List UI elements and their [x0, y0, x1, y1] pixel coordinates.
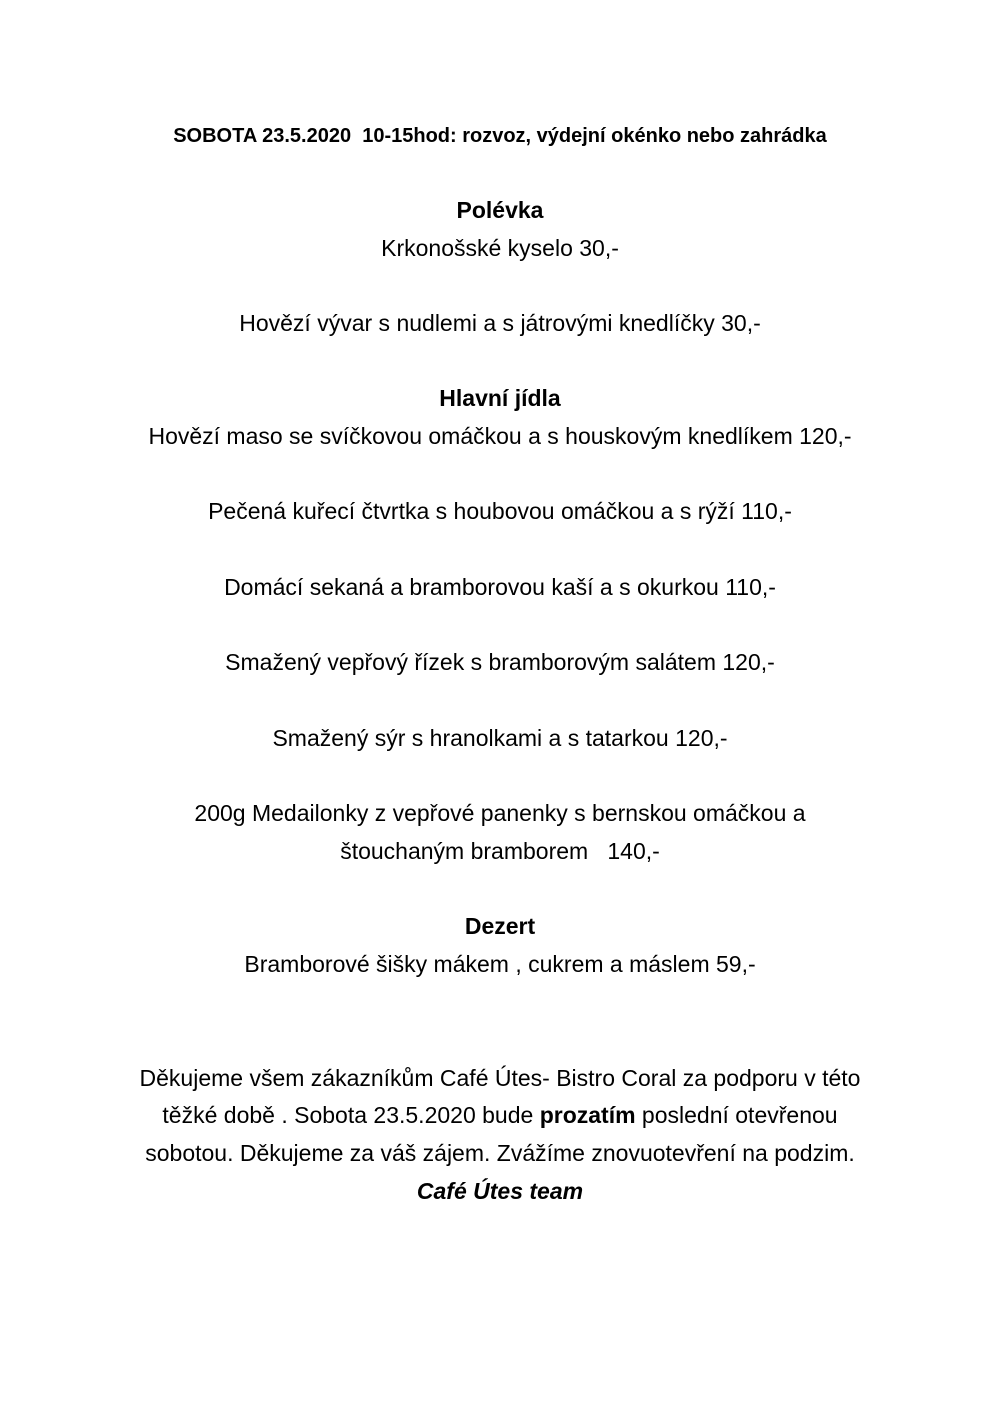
main-dish-item-line2: štouchaným bramborem 140,-: [340, 838, 660, 864]
soup-section-title: Polévka: [456, 197, 544, 223]
closing-text: poslední otevřenou: [635, 1102, 838, 1128]
dessert-section-title: Dezert: [464, 913, 536, 939]
main-dish-item-line1: 200g Medailonky z vepřové panenky s bernskou omáčkou a: [194, 800, 806, 826]
mains-section-title: Hlavní jídla: [439, 385, 561, 411]
main-dish-item: Domácí sekaná a bramborovou kaší a s okurkou 110,-: [224, 574, 776, 600]
soup-item: Krkonošské kyselo 30,-: [381, 235, 619, 261]
main-dish-item: Pečená kuřecí čtvrtka s houbovou omáčkou a s rýží 110,-: [208, 498, 792, 524]
main-dish-item: Smažený vepřový řízek s bramborovým salátem 120,-: [225, 649, 775, 675]
dessert-item: Bramborové šišky mákem , cukrem a máslem 59,-: [244, 951, 756, 977]
closing-message-line3: sobotou. Děkujeme za váš zájem. Zvážíme znovuotevření na podzim.: [145, 1140, 855, 1166]
main-dish-item: Smažený sýr s hranolkami a s tatarkou 120,-: [272, 725, 728, 751]
menu-header: SOBOTA 23.5.2020 10-15hod: rozvoz, výdejní okénko nebo zahrádka: [173, 125, 827, 147]
soup-item: Hovězí vývar s nudlemi a s játrovými knedlíčky 30,-: [239, 310, 761, 336]
closing-emphasis: prozatím: [539, 1102, 636, 1128]
closing-message-line1: Děkujeme všem zákazníkům Café Útes- Bistro Coral za podporu v této: [139, 1065, 861, 1091]
signature: Café Útes team: [416, 1178, 584, 1204]
closing-text: těžké době . Sobota 23.5.2020 bude: [162, 1102, 540, 1128]
main-dish-item: Hovězí maso se svíčkovou omáčkou a s houskovým knedlíkem 120,-: [148, 423, 852, 449]
closing-message-line2: [0, 1101, 1000, 1129]
